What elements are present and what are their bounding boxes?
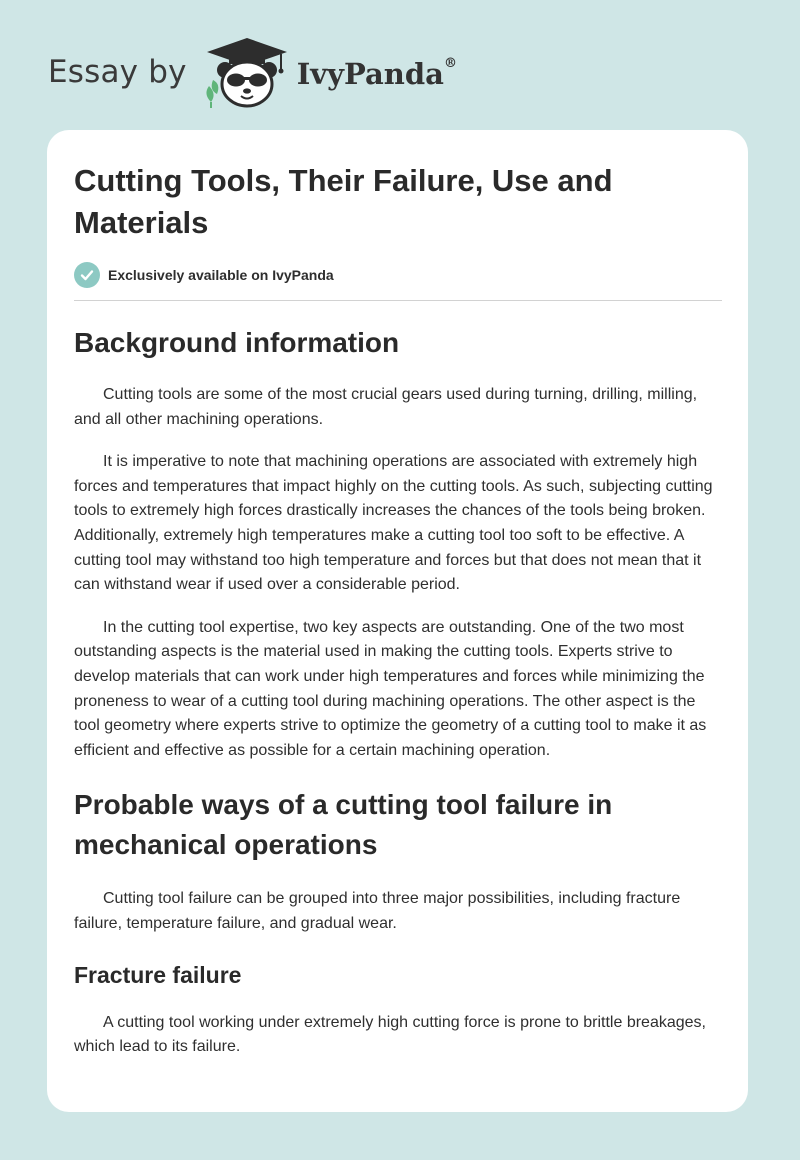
section-heading-background: Background information bbox=[74, 327, 400, 358]
section-heading-failure: Probable ways of a cutting tool failure in mechanical operations bbox=[74, 789, 613, 861]
paragraph: It is imperative to note that machining operations are associated with extremely high forces and temperatures that impact highly on the cutting tools. As such, subjecting cutting tools to extremely high forces drastically increases the chances of the tools being broken. Additionally, extremely high temperatures make a cutting tool too soft to be effective. A cutting tool may withstand too high temperature and forces but that does not mean that it can withstand wear if used over a considerable period. bbox=[74, 453, 713, 594]
subsection-heading-fracture: Fracture failure bbox=[74, 961, 242, 988]
panda-logo-icon[interactable] bbox=[201, 36, 293, 108]
registered-mark: ® bbox=[443, 56, 457, 72]
paragraph: A cutting tool working under extremely high cutting force is prone to brittle breakages, which lead to its failure. bbox=[74, 1013, 706, 1056]
paragraph: In the cutting tool expertise, two key aspects are outstanding. One of the two most outstanding aspects is the material used in making the cutting tools. Experts strive to develop materials that can work under high temperatures and forces while minimizing the proneness to wear of a cutting tool during machining operations. The other aspect is the tool geometry where experts strive to optimize the geometry of a cutting tool to make it as efficient and effective as possible for a certain machining operation. bbox=[74, 618, 707, 759]
paragraph: Cutting tool failure can be grouped into three major possibilities, including fracture failure, temperature failure, and gradual wear. bbox=[74, 890, 681, 932]
site-header bbox=[48, 36, 457, 108]
paragraph: Cutting tools are some of the most crucial gears used during turning, drilling, milling, and all other machining operations. bbox=[74, 386, 698, 428]
essay-by-label: Essay by bbox=[48, 54, 187, 90]
title-divider bbox=[74, 300, 722, 301]
exclusive-label: Exclusively available on IvyPanda bbox=[108, 267, 334, 283]
essay-card bbox=[47, 130, 748, 1112]
check-badge-icon bbox=[74, 262, 100, 288]
essay-title: Cutting Tools, Their Failure, Use and Materials bbox=[74, 163, 613, 240]
brand-name[interactable]: IvyPanda® bbox=[296, 56, 457, 91]
exclusive-notice bbox=[74, 262, 722, 288]
